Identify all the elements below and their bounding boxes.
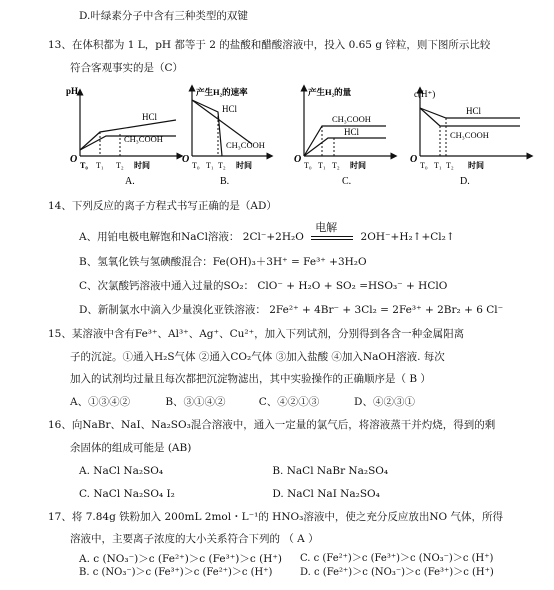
graph-b	[182, 87, 270, 187]
graph-c-origin: O	[294, 154, 302, 165]
graph-b-t0: T₀	[192, 161, 200, 170]
graph-c-time: 时间	[350, 161, 366, 170]
graph-a-origin: O	[70, 154, 78, 165]
q14-electrolysis-arrow	[311, 221, 353, 240]
graph-d-t0: T₀	[420, 161, 428, 170]
q15-option-c: C、④②①③	[258, 396, 320, 408]
graph-d-time: 时间	[468, 161, 484, 170]
q14-stem: 14、下列反应的离子方程式书写正确的是（AD）	[48, 200, 277, 212]
q16-option-c: C. NaCl Na₂SO₄ I₂	[79, 488, 175, 500]
q13-stem-2: 符合客观事实的是（C）	[70, 62, 184, 74]
graph-b-time: 时间	[236, 161, 252, 170]
graph-d	[410, 89, 530, 187]
graph-c-t1: T₁	[318, 161, 326, 170]
graph-c-hcl: HCl	[344, 127, 360, 137]
q15-options	[70, 395, 415, 409]
q17-stem-1: 17、将 7.84g 铁粉加入 200mL 2mol・L⁻¹的 HNO₃溶液中，使之充分反应放出NO 气体，所得	[48, 511, 503, 523]
graph-a-t2: T₂	[116, 161, 124, 170]
q17-option-a: A. c (NO₃⁻)＞c (Fe²⁺)＞c (Fe³⁺)＞c (H⁺)	[79, 553, 283, 565]
graph-c-caption: C.	[342, 176, 352, 187]
graph-b-origin: O	[182, 154, 190, 165]
graph-b-ylabel: 产生H₂的速率	[196, 87, 248, 97]
graph-c-t0: T₀	[304, 161, 312, 170]
graph-b-t2: T₂	[218, 161, 226, 170]
q14-option-c: C、次氯酸钙溶液中通入过量的SO₂： ClO⁻ + H₂O + SO₂ =HSO₃⁻ + HClO	[79, 280, 448, 292]
graph-d-hcl: HCl	[466, 106, 482, 116]
graph-a-time: 时间	[134, 161, 150, 170]
q14-option-a-eq: 2Cl⁻+2H₂O	[242, 231, 304, 243]
graph-b-ch3cooh: CH₃COOH	[226, 140, 265, 150]
graph-a-hcl: HCl	[142, 112, 158, 122]
graph-a-ch3cooh: CH₃COOH	[124, 134, 163, 144]
q14-option-a-eq2: 2OH⁻+H₂↑+Cl₂↑	[360, 231, 455, 243]
graph-c-ch3cooh: CH₃COOH	[332, 114, 371, 124]
graph-b-t1: T₁	[206, 161, 214, 170]
q15-stem-1: 15、某溶液中含有Fe³⁺、Al³⁺、Ag⁺、Cu²⁺，加入下列试剂，分别得到各含一种金属阳离	[48, 328, 465, 340]
q16-stem-1: 16、向NaBr、NaI、Na₂SO₃混合溶液中，通入一定量的氯气后，将溶液蒸干并灼烧，得到的剩	[48, 419, 496, 431]
graph-b-hcl: HCl	[222, 104, 238, 114]
q15-option-d: D、④②③①	[354, 396, 415, 408]
q12-option-d: D.叶绿素分子中含有三种类型的双键	[79, 10, 248, 22]
graph-d-origin: O	[410, 154, 418, 165]
graph-b-caption: B.	[220, 176, 230, 187]
q14-option-a-label: A、用铂电极电解饱和NaCl溶液：	[79, 231, 240, 243]
graph-c-ylabel: 产生H₂的量	[308, 87, 352, 97]
q17-stem-2: 溶液中，主要离子浓度的大小关系符合下列的 （ A ）	[70, 533, 319, 545]
graph-c-t2: T₂	[332, 161, 340, 170]
q16-option-b: B. NaCl NaBr Na₂SO₄	[272, 465, 389, 477]
graph-a-t1: T₁	[96, 161, 104, 170]
q15-option-a: A、①③④②	[70, 396, 131, 408]
graph-c	[294, 87, 394, 187]
q17-option-d: D. c (Fe²⁺)＞c (NO₃⁻)＞c (Fe³⁺)＞c (H⁺)	[300, 567, 494, 578]
graph-d-ylabel: c(H⁺)	[414, 89, 436, 99]
graph-d-ch3cooh: CH₃COOH	[450, 130, 489, 140]
graph-d-t1: T₁	[434, 161, 442, 170]
q14-option-b: B、氢氧化铁与氢碘酸混合：Fe(OH)₃＋3H⁺ = Fe³⁺ +3H₂O	[79, 256, 367, 268]
graph-d-caption: D.	[460, 176, 470, 187]
q13-stem-1: 13、在体积都为 1 L，pH 都等于 2 的盐酸和醋酸溶液中，投入 0.65 g 锌粒，则下图所示比较	[48, 39, 491, 51]
graph-a-t0: T₀	[80, 161, 88, 170]
q16-stem-2: 余固体的组成可能是 (AB)	[70, 442, 192, 454]
q14-option-d: D、新制氯水中滴入少量溴化亚铁溶液： 2Fe²⁺ + 4Br⁻ + 3Cl₂ = 2Fe³⁺ + 2Br₂ + 6 Cl⁻	[79, 304, 504, 316]
q13-graphs	[0, 84, 554, 194]
q15-stem-3: 加入的试剂均过量且每次都把沉淀物滤出，其中实验操作的正确顺序是（ B ）	[70, 373, 431, 385]
q14-electrolysis-condition: 电解	[315, 221, 338, 234]
graph-a-ylabel: pH	[66, 86, 79, 96]
q16-options-row2	[79, 487, 380, 501]
graph-a-caption: A.	[125, 176, 135, 187]
q17-option-c: C. c (Fe²⁺)＞c (Fe³⁺)＞c (NO₃⁻)＞c (H⁺)	[300, 553, 494, 564]
q15-stem-2: 子的沉淀。①通入H₂S气体 ②通入CO₂气体 ③加入盐酸 ④加入NaOH溶液. 每次	[70, 351, 445, 363]
q16-option-d: D. NaCl NaI Na₂SO₄	[272, 488, 380, 500]
q15-option-b: B、③①④②	[165, 396, 226, 408]
graph-d-t2: T₂	[446, 161, 454, 170]
q17-option-b: B. c (NO₃⁻)＞c (Fe³⁺)＞c (Fe²⁺)＞c (H⁺)	[79, 567, 273, 578]
q16-option-a: A. NaCl Na₂SO₄	[79, 465, 164, 477]
q14-option-a	[79, 221, 455, 244]
graph-a	[66, 86, 180, 187]
q16-options-row1	[79, 464, 388, 478]
